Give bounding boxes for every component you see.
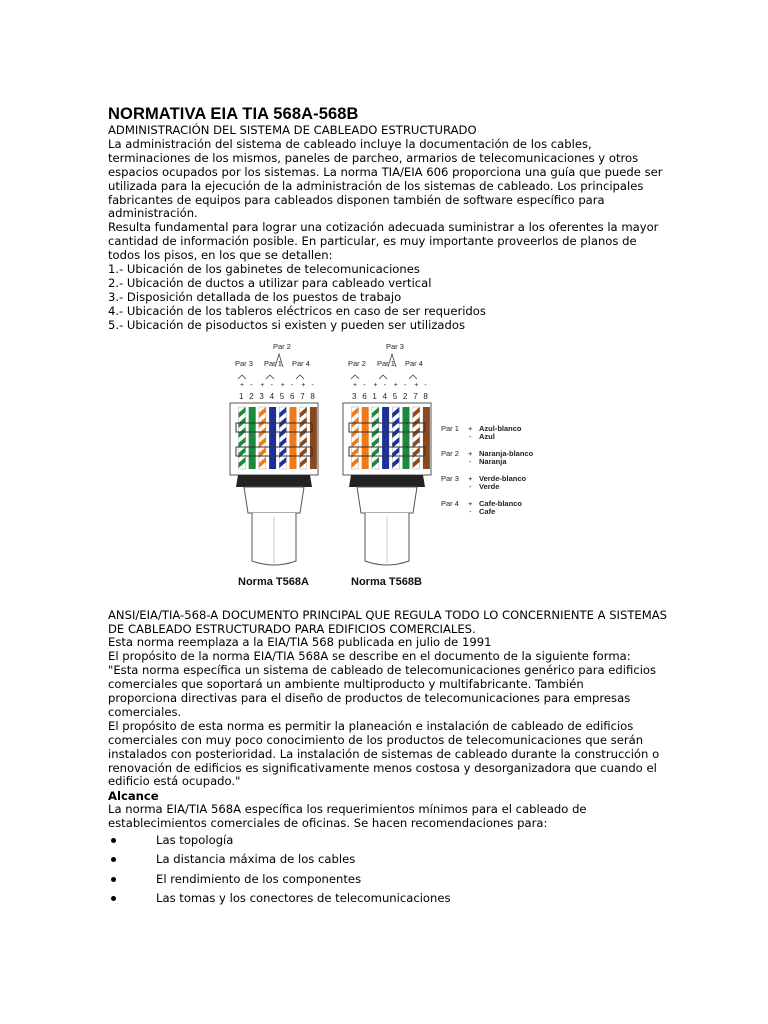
text-line: instalados con posterioridad. La instalación de sistemas de cableado durante la construcción o xyxy=(108,746,660,761)
text-line: comerciales que soportará un ambiente multiproducto y multifabricante. También xyxy=(108,677,584,692)
legend-minus-color: Cafe xyxy=(479,506,496,516)
legend-minus-sign: - xyxy=(469,481,472,491)
alcance-heading: Alcance xyxy=(108,789,159,804)
text-line: fabricantes de equipos para cableados disponen también de software específico para xyxy=(108,192,605,207)
text-line: La administración del sistema de cableado incluye la documentación de los cables, xyxy=(108,136,592,151)
wiring-diagram-svg xyxy=(108,337,668,609)
numbered-item: 1.- Ubicación de los gabinetes de telecomunicaciones xyxy=(108,262,420,277)
section-subtitle: ADMINISTRACIÓN DEL SISTEMA DE CABLEADO ESTRUCTURADO xyxy=(108,123,477,137)
text-line: comerciales. xyxy=(108,704,182,719)
bullet-item xyxy=(108,870,668,889)
text-line: renovación de edificios es significativamente menos costosa y desorganizadora que cuando el xyxy=(108,760,657,775)
legend-pair: Par 2 xyxy=(441,448,459,458)
legend-minus-color: Verde xyxy=(479,481,500,491)
wire-orange xyxy=(362,407,369,469)
text-line: "Esta norma específica un sistema de cableado de telecomunicaciones genérico para edificios xyxy=(108,663,657,678)
pair-label: Par 3 xyxy=(386,341,404,351)
legend-plus-sign: + xyxy=(468,498,473,508)
legend-minus-sign: - xyxy=(469,431,472,441)
legend-pair: Par 4 xyxy=(441,498,459,508)
pin-sign: + xyxy=(414,381,419,389)
bullet-list xyxy=(108,831,668,908)
pair-label: Par 1 xyxy=(264,358,282,368)
alcance-paragraph xyxy=(108,803,668,831)
legend-plus-color: Verde-blanco xyxy=(479,473,527,483)
text-line: El propósito de la norma EIA/TIA 568A se describe en el documento de la siguiente forma: xyxy=(108,649,631,664)
legend-plus-color: Naranja-blanco xyxy=(479,448,534,458)
bracket-mark xyxy=(351,375,359,379)
text-line: proporciona directivas para el diseño de productos de telecomunicaciones para empresas xyxy=(108,691,631,706)
pair-label: Par 2 xyxy=(273,341,291,351)
text-line: Esta norma reemplaza a la EIA/TIA 568 publicada en julio de 1991 xyxy=(108,635,492,650)
connector-caption: Norma T568A xyxy=(238,575,309,588)
text-line: edificio está ocupado." xyxy=(108,774,241,789)
legend-pair: Par 3 xyxy=(441,473,459,483)
text-line: comerciales con muy poco conocimiento de los productos de telecomunicaciones que serán xyxy=(108,732,644,747)
wire-green xyxy=(403,407,410,469)
text-line: DE CABLEADO ESTRUCTURADO PARA EDIFICIOS COMERCIALES. xyxy=(108,621,476,636)
text-line: utilizada para la ejecución de la administración de los sistemas de cableado. Los principales xyxy=(108,178,644,193)
pin-number: 6 xyxy=(362,391,367,401)
bracket-mark xyxy=(238,375,246,379)
numbered-item: 2.- Ubicación de ductos a utilizar para cableado vertical xyxy=(108,275,432,290)
pin-number: 1 xyxy=(372,391,377,401)
ansi-paragraph xyxy=(108,609,668,637)
pin-number: 6 xyxy=(290,391,295,401)
pin-sign: + xyxy=(353,381,358,389)
wire-orange xyxy=(290,407,297,469)
bullet-text: Las tomas y los conectores de telecomunicaciones xyxy=(156,890,451,905)
bullet-item xyxy=(108,831,668,850)
pair-label: Par 1 xyxy=(377,358,395,368)
pin-number: 5 xyxy=(279,391,285,401)
bullet-text: La distancia máxima de los cables xyxy=(156,852,356,867)
text-line: La norma EIA/TIA 568A específica los requerimientos mínimos para el cableado de xyxy=(108,802,587,817)
text-line: terminaciones de los mismos, paneles de parcheo, armarios de telecomunicaciones y otros xyxy=(108,150,639,165)
pair-label: Par 2 xyxy=(348,358,366,368)
legend-plus-sign: + xyxy=(468,448,473,458)
pair-label: Par 3 xyxy=(235,358,253,368)
bullet-item xyxy=(108,889,668,908)
text-line: Resulta fundamental para lograr una cotización adecuada suministrar a los oferentes la mayor xyxy=(108,220,659,235)
document-title: NORMATIVA EIA TIA 568A-568B xyxy=(108,105,359,123)
pin-number: 8 xyxy=(423,391,428,401)
pin-sign: - xyxy=(270,381,273,389)
text-line: establecimientos comerciales de oficinas. Se hacen recomendaciones para: xyxy=(108,816,548,831)
numbered-item: 4.- Ubicación de los tableros eléctricos en caso de ser requeridos xyxy=(108,303,486,318)
pin-number: 8 xyxy=(310,391,315,401)
body-paragraph xyxy=(108,636,668,789)
pin-number: 3 xyxy=(352,391,357,401)
legend-plus-color: Azul-blanco xyxy=(479,423,522,433)
pin-sign: - xyxy=(311,381,314,389)
pin-number: 5 xyxy=(392,391,398,401)
plug-sleeve xyxy=(357,487,417,513)
pin-sign: - xyxy=(424,381,427,389)
bullet-dot-icon xyxy=(111,896,116,901)
pin-sign: + xyxy=(373,381,378,389)
pin-number: 4 xyxy=(382,391,388,401)
rj45-wiring-figure xyxy=(108,337,668,609)
legend-minus-color: Azul xyxy=(479,431,495,441)
plug-boot xyxy=(349,475,425,487)
pin-number: 2 xyxy=(249,391,254,401)
bracket-mark xyxy=(266,375,274,379)
text-line: ANSI/EIA/TIA-568-A DOCUMENTO PRINCIPAL QUE REGULA TODO LO CONCERNIENTE A SISTEMAS xyxy=(108,607,668,622)
pin-sign: + xyxy=(260,381,265,389)
numbered-item: 5.- Ubicación de pisoductos si existen y pueden ser utilizados xyxy=(108,317,466,332)
bracket-mark xyxy=(379,375,387,379)
legend-minus-color: Naranja xyxy=(479,456,507,466)
connector-caption: Norma T568B xyxy=(351,575,422,588)
wire-green xyxy=(249,407,256,469)
text-line: espacios ocupados por los sistemas. La norma TIA/EIA 606 proporciona una guía que puede ser xyxy=(108,164,663,179)
text-line: El propósito de esta norma es permitir la planeación e instalación de cableado de edificios xyxy=(108,718,634,733)
bullet-dot-icon xyxy=(111,857,116,862)
legend-plus-sign: + xyxy=(468,473,473,483)
legend-plus-color: Cafe-blanco xyxy=(479,498,522,508)
pin-sign: + xyxy=(393,381,398,389)
pin-number: 7 xyxy=(413,391,418,401)
bracket-mark xyxy=(409,375,417,379)
wire-blue xyxy=(269,407,276,469)
wire-brown xyxy=(310,407,317,469)
numbered-item: 3.- Disposición detallada de los puestos de trabajo xyxy=(108,289,402,304)
text-line: cantidad de información posible. En particular, es muy importante proveerlos de planos de xyxy=(108,234,637,249)
bullet-dot-icon xyxy=(111,838,116,843)
pin-sign: - xyxy=(291,381,294,389)
pair-label: Par 4 xyxy=(292,358,310,368)
bullet-dot-icon xyxy=(111,877,116,882)
wire-brown xyxy=(423,407,430,469)
legend-pair: Par 1 xyxy=(441,423,459,433)
pin-sign: - xyxy=(383,381,386,389)
pin-sign: + xyxy=(240,381,245,389)
legend-minus-sign: - xyxy=(469,456,472,466)
bracket-mark xyxy=(296,375,304,379)
intro-paragraph xyxy=(108,138,668,263)
pin-number: 3 xyxy=(259,391,264,401)
document-page xyxy=(108,104,668,908)
pin-sign: - xyxy=(363,381,366,389)
pin-sign: + xyxy=(301,381,306,389)
text-line: administración. xyxy=(108,206,198,221)
legend-minus-sign: - xyxy=(469,506,472,516)
wire-blue xyxy=(382,407,389,469)
pin-sign: - xyxy=(250,381,253,389)
pin-sign: - xyxy=(404,381,407,389)
pin-sign: + xyxy=(280,381,285,389)
bullet-text: Las topología xyxy=(156,833,234,848)
bullet-text: El rendimiento de los componentes xyxy=(156,871,362,886)
pin-number: 7 xyxy=(300,391,305,401)
text-line: todos los pisos, en los que se detallen: xyxy=(108,248,333,263)
numbered-list xyxy=(108,263,668,333)
pin-number: 1 xyxy=(239,391,244,401)
pair-label: Par 4 xyxy=(405,358,423,368)
plug-boot xyxy=(236,475,312,487)
bullet-item xyxy=(108,850,668,869)
plug-sleeve xyxy=(244,487,304,513)
pin-number: 4 xyxy=(269,391,275,401)
pin-number: 2 xyxy=(403,391,408,401)
legend-plus-sign: + xyxy=(468,423,473,433)
